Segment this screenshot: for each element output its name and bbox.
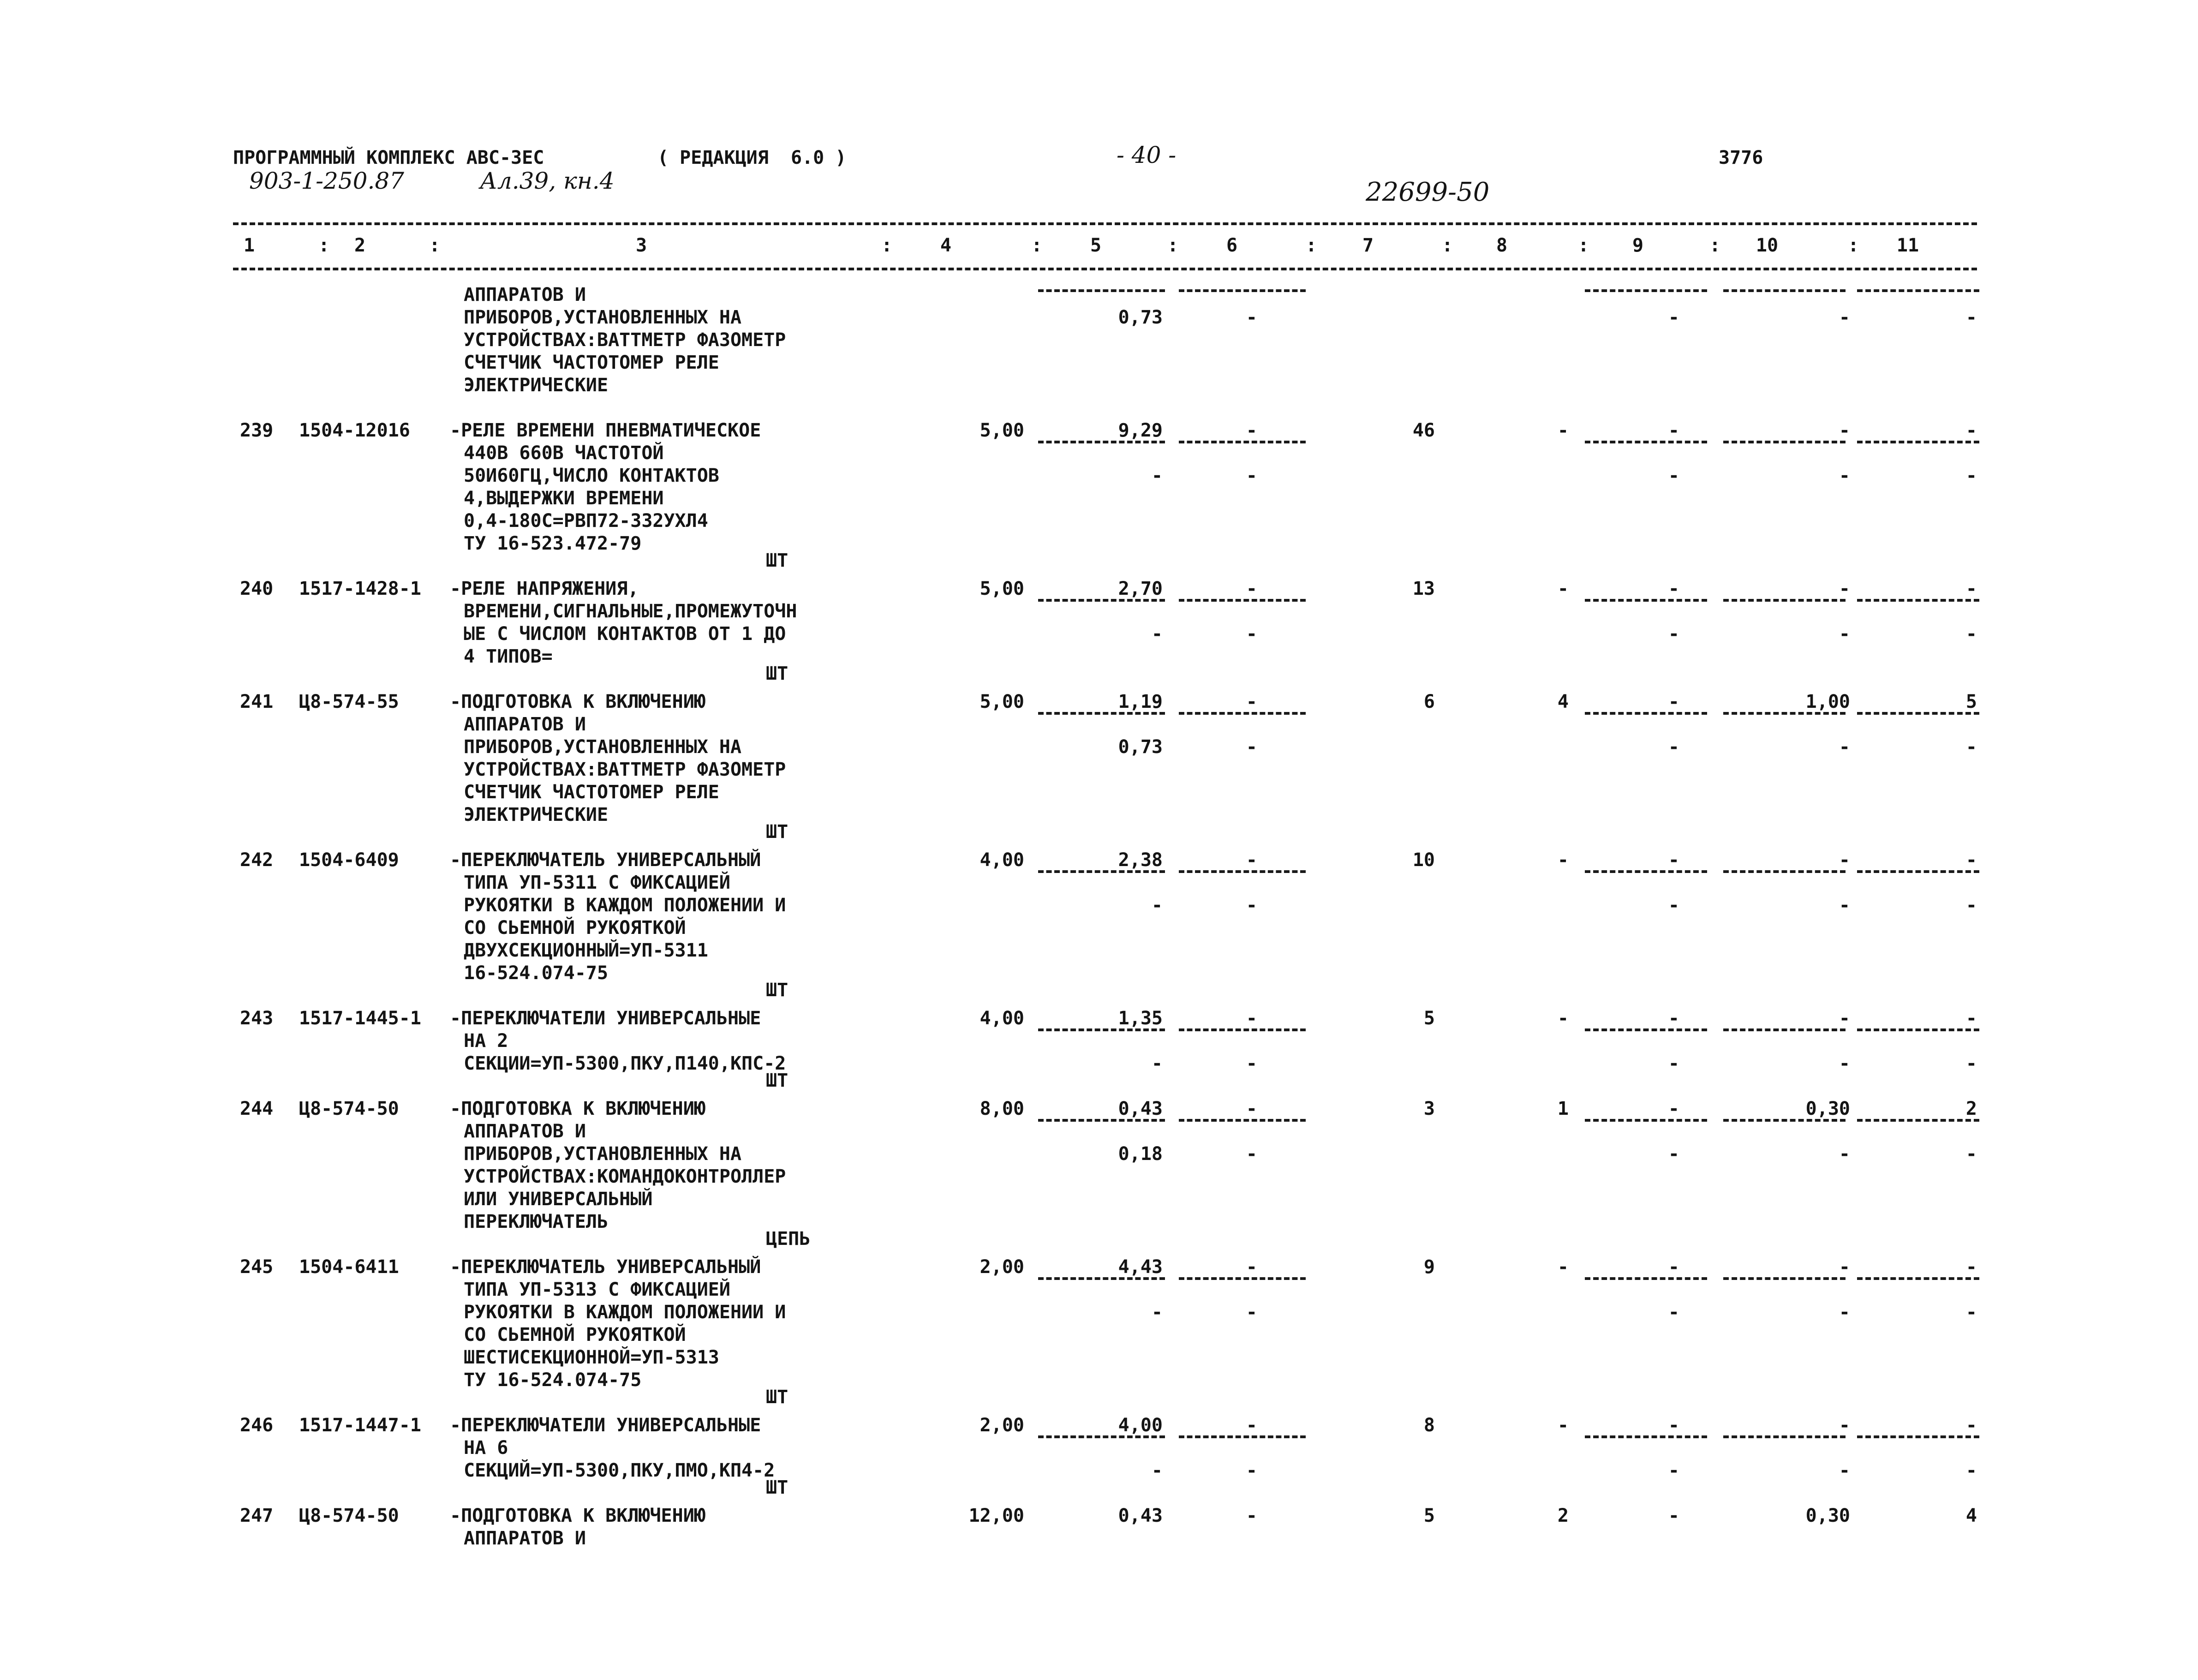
cell-divider <box>1723 441 1846 443</box>
cell-c8: - <box>1557 849 1569 871</box>
cell-c6b: - <box>1246 1143 1257 1165</box>
cell-c11: - <box>1965 1008 1977 1029</box>
description-line: -ПЕРЕКЛЮЧАТЕЛИ УНИВЕРСАЛЬНЫЕ <box>450 1415 761 1436</box>
unit-label: ШТ <box>766 1477 788 1498</box>
document-number: 22699-50 <box>1366 177 1490 207</box>
cell-c10: - <box>1839 849 1850 871</box>
cell-divider <box>1585 289 1707 292</box>
description-line: ЭЛЕКТРИЧЕСКИЕ <box>464 375 609 396</box>
column-header-3: 3 <box>635 235 647 256</box>
item-code: Ц8-574-55 <box>299 691 399 712</box>
cell-c5b: - <box>1151 1053 1163 1074</box>
cell-c9b: - <box>1668 1053 1679 1074</box>
cell-c6b: - <box>1246 307 1257 328</box>
cell-c6: - <box>1246 1415 1257 1436</box>
cell-c11: - <box>1965 420 1977 441</box>
cell-c9b: - <box>1668 895 1679 916</box>
cell-c9: - <box>1668 420 1679 441</box>
cell-c9: - <box>1668 1008 1679 1029</box>
description-line: 4 ТИПОВ= <box>464 646 553 667</box>
description-line: УСТРОЙСТВАХ:ВАТТМЕТР ФАЗОМЕТР <box>464 759 786 780</box>
cell-c6: - <box>1246 849 1257 871</box>
cell-c10b: - <box>1839 1460 1850 1481</box>
description-line: -ПОДГОТОВКА К ВКЛЮЧЕНИЮ <box>450 691 705 712</box>
cell-c6b: - <box>1246 736 1257 758</box>
cell-c11: - <box>1965 578 1977 599</box>
cell-c11: - <box>1965 849 1977 871</box>
cell-c6b: - <box>1246 1460 1257 1481</box>
cell-c6: - <box>1246 1098 1257 1119</box>
cell-c10b: - <box>1839 895 1850 916</box>
description-line: ИЛИ УНИВЕРСАЛЬНЫЙ <box>464 1189 653 1210</box>
item-code: Ц8-574-50 <box>299 1098 399 1119</box>
cell-c11b: - <box>1965 736 1977 758</box>
cell-c9: - <box>1668 1098 1679 1119</box>
column-header-4: 4 <box>940 235 952 256</box>
header-top-rule <box>233 222 1977 225</box>
cell-c10b: - <box>1839 736 1850 758</box>
project-code: 903-1-250.87 <box>249 167 404 194</box>
cell-divider <box>1038 599 1165 602</box>
cell-divider <box>1585 1028 1707 1031</box>
description-line: -ПОДГОТОВКА К ВКЛЮЧЕНИЮ <box>450 1098 705 1119</box>
cell-divider <box>1179 870 1306 873</box>
cell-c10b: - <box>1839 465 1850 486</box>
cell-divider <box>1857 1277 1979 1280</box>
cell-c6b: - <box>1246 465 1257 486</box>
cell-divider <box>1857 870 1979 873</box>
column-separator: : <box>1167 235 1179 256</box>
column-separator: : <box>1306 235 1317 256</box>
cell-divider <box>1179 289 1306 292</box>
cell-c4: 8,00 <box>980 1098 1024 1119</box>
cell-c11b: - <box>1965 1053 1977 1074</box>
description-line: СЕКЦИИ=УП-5300,ПКУ,П140,КПС-2 <box>464 1053 786 1074</box>
cell-divider <box>1585 441 1707 443</box>
row-number: 244 <box>240 1098 274 1119</box>
cell-c8: 1 <box>1557 1098 1569 1119</box>
cell-divider <box>1857 289 1979 292</box>
cell-c11b: - <box>1965 1143 1977 1165</box>
description-line: ТУ 16-524.074-75 <box>464 1369 642 1391</box>
cell-c4: 2,00 <box>980 1256 1024 1278</box>
description-line: АППАРАТОВ И <box>464 1528 586 1549</box>
cell-c8: 4 <box>1557 691 1569 712</box>
cell-c6: - <box>1246 1505 1257 1526</box>
cell-c8: - <box>1557 578 1569 599</box>
description-line: ТИПА УП-5311 С ФИКСАЦИЕЙ <box>464 872 730 893</box>
cell-c9: - <box>1668 578 1679 599</box>
description-line: ПРИБОРОВ,УСТАНОВЛЕННЫХ НА <box>464 307 742 328</box>
cell-c10b: - <box>1839 1302 1850 1323</box>
item-code: Ц8-574-50 <box>299 1505 399 1526</box>
cell-c5: 1,35 <box>1118 1008 1163 1029</box>
cell-c11: 5 <box>1965 691 1977 712</box>
column-separator: : <box>881 235 893 256</box>
description-line: ПЕРЕКЛЮЧАТЕЛЬ <box>464 1211 609 1232</box>
cell-c5b: - <box>1151 623 1163 645</box>
cell-c10: 0,30 <box>1805 1505 1850 1526</box>
cell-c5b: - <box>1151 465 1163 486</box>
column-separator: : <box>1578 235 1589 256</box>
description-line: ЫЕ С ЧИСЛОМ КОНТАКТОВ ОТ 1 ДО <box>464 623 786 645</box>
description-line: НА 6 <box>464 1437 508 1459</box>
description-line: -ПЕРЕКЛЮЧАТЕЛЬ УНИВЕРСАЛЬНЫЙ <box>450 849 761 871</box>
cell-c10: 1,00 <box>1805 691 1850 712</box>
cell-c5: 4,00 <box>1118 1415 1163 1436</box>
description-line: ДВУХСЕКЦИОННЫЙ=УП-5311 <box>464 940 708 961</box>
cell-c5b: - <box>1151 1302 1163 1323</box>
cell-divider <box>1585 712 1707 715</box>
cell-divider <box>1585 1277 1707 1280</box>
column-header-6: 6 <box>1226 235 1238 256</box>
cell-divider <box>1585 1119 1707 1122</box>
cell-c5: 4,43 <box>1118 1256 1163 1278</box>
column-header-2: 2 <box>354 235 366 256</box>
row-number: 243 <box>240 1008 274 1029</box>
cell-c10: - <box>1839 1256 1850 1278</box>
cell-divider <box>1723 712 1846 715</box>
description-line: ПРИБОРОВ,УСТАНОВЛЕННЫХ НА <box>464 1143 742 1165</box>
cell-c7: 13 <box>1412 578 1435 599</box>
cell-c7: 10 <box>1412 849 1435 871</box>
description-line: ШЕСТИСЕКЦИОННОЙ=УП-5313 <box>464 1347 719 1368</box>
description-line: СЧЕТЧИК ЧАСТОТОМЕР РЕЛЕ <box>464 352 719 373</box>
cell-c4: 5,00 <box>980 691 1024 712</box>
cell-c11b: - <box>1965 1302 1977 1323</box>
cell-divider <box>1038 1028 1165 1031</box>
cell-c4: 5,00 <box>980 578 1024 599</box>
description-line: СО СЬЕМНОЙ РУКОЯТКОЙ <box>464 917 686 939</box>
cell-divider <box>1179 599 1306 602</box>
cell-divider <box>1179 1277 1306 1280</box>
cell-c4: 2,00 <box>980 1415 1024 1436</box>
column-separator: : <box>1848 235 1859 256</box>
item-code: 1517-1445-1 <box>299 1008 421 1029</box>
row-number: 239 <box>240 420 274 441</box>
item-code: 1504-6411 <box>299 1256 399 1278</box>
column-separator: : <box>429 235 441 256</box>
cell-c4: 12,00 <box>968 1505 1024 1526</box>
cell-c5: 0,43 <box>1118 1505 1163 1526</box>
description-line: -ПЕРЕКЛЮЧАТЕЛИ УНИВЕРСАЛЬНЫЕ <box>450 1008 761 1029</box>
row-number: 242 <box>240 849 274 871</box>
edition-label: ( РЕДАКЦИЯ 6.0 ) <box>657 147 847 168</box>
description-line: УСТРОЙСТВАХ:КОМАНДОКОНТРОЛЛЕР <box>464 1166 786 1187</box>
description-line: 4,ВЫДЕРЖКИ ВРЕМЕНИ <box>464 488 664 509</box>
cell-divider <box>1038 1119 1165 1122</box>
row-number: 245 <box>240 1256 274 1278</box>
cell-c5: 2,38 <box>1118 849 1163 871</box>
cell-divider <box>1857 1028 1979 1031</box>
cell-divider <box>1038 441 1165 443</box>
cell-c6: - <box>1246 691 1257 712</box>
description-line: СО СЬЕМНОЙ РУКОЯТКОЙ <box>464 1324 686 1345</box>
cell-divider <box>1723 1435 1846 1438</box>
description-line: 440В 660В ЧАСТОТОЙ <box>464 442 664 464</box>
cell-divider <box>1585 599 1707 602</box>
cell-c9b: - <box>1668 623 1679 645</box>
row-number: 241 <box>240 691 274 712</box>
cell-c5b: 0,73 <box>1118 736 1163 758</box>
cell-c11: - <box>1965 1415 1977 1436</box>
page-mark: - 40 - <box>1117 142 1177 168</box>
column-separator: : <box>318 235 330 256</box>
cell-c8: 2 <box>1557 1505 1569 1526</box>
column-header-1: 1 <box>243 235 255 256</box>
description-line: НА 2 <box>464 1030 508 1052</box>
cell-divider <box>1723 1119 1846 1122</box>
column-header-11: 11 <box>1896 235 1919 256</box>
description-line: -РЕЛЕ НАПРЯЖЕНИЯ, <box>450 578 639 599</box>
cell-c9b: - <box>1668 1143 1679 1165</box>
description-line: РУКОЯТКИ В КАЖДОМ ПОЛОЖЕНИИ И <box>464 1302 786 1323</box>
cell-c11b: - <box>1965 465 1977 486</box>
cell-c11b: - <box>1965 623 1977 645</box>
description-line: 16-524.074-75 <box>464 963 609 984</box>
cell-c8: - <box>1557 1415 1569 1436</box>
cell-c9b: - <box>1668 1302 1679 1323</box>
description-line: -РЕЛЕ ВРЕМЕНИ ПНЕВМАТИЧЕСКОЕ <box>450 420 761 441</box>
cell-divider <box>1585 1435 1707 1438</box>
description-line: ВРЕМЕНИ,СИГНАЛЬНЫЕ,ПРОМЕЖУТОЧН <box>464 601 797 622</box>
item-code: 1504-12016 <box>299 420 410 441</box>
cell-c9: - <box>1668 1256 1679 1278</box>
column-header-10: 10 <box>1756 235 1779 256</box>
cell-c7: 6 <box>1423 691 1435 712</box>
cell-c8: - <box>1557 1256 1569 1278</box>
cell-divider <box>1038 289 1165 292</box>
cell-divider <box>1857 1119 1979 1122</box>
column-separator: : <box>1709 235 1721 256</box>
cell-divider <box>1038 1277 1165 1280</box>
cell-c10: - <box>1839 420 1850 441</box>
cell-divider <box>1723 599 1846 602</box>
cell-divider <box>1038 870 1165 873</box>
cell-c5b: 0,73 <box>1118 307 1163 328</box>
description-line: ТИПА УП-5313 С ФИКСАЦИЕЙ <box>464 1279 730 1300</box>
description-line: ТУ 16-523.472-79 <box>464 533 642 554</box>
cell-divider <box>1038 712 1165 715</box>
description-line: СЧЕТЧИК ЧАСТОТОМЕР РЕЛЕ <box>464 782 719 803</box>
cell-divider <box>1179 1028 1306 1031</box>
cell-c9b: - <box>1668 1460 1679 1481</box>
cell-c9b: - <box>1668 307 1679 328</box>
cell-divider <box>1179 1435 1306 1438</box>
item-code: 1517-1428-1 <box>299 578 421 599</box>
description-line: 0,4-180С=РВП72-332УХЛ4 <box>464 510 708 532</box>
cell-divider <box>1179 441 1306 443</box>
cell-divider <box>1857 441 1979 443</box>
column-header-9: 9 <box>1632 235 1644 256</box>
cell-c11b: - <box>1965 1460 1977 1481</box>
cell-c11: 4 <box>1965 1505 1977 1526</box>
cell-c6: - <box>1246 1256 1257 1278</box>
description-line: СЕКЦИЙ=УП-5300,ПКУ,ПМО,КП4-2 <box>464 1460 775 1481</box>
cell-c5: 9,29 <box>1118 420 1163 441</box>
cell-c10b: - <box>1839 307 1850 328</box>
cell-divider <box>1857 1435 1979 1438</box>
cell-c11b: - <box>1965 895 1977 916</box>
cell-c9b: - <box>1668 736 1679 758</box>
cell-c5: 2,70 <box>1118 578 1163 599</box>
cell-c7: 3 <box>1423 1098 1435 1119</box>
cell-c7: 5 <box>1423 1505 1435 1526</box>
cell-c5b: - <box>1151 1460 1163 1481</box>
cell-divider <box>1723 289 1846 292</box>
cell-c7: 5 <box>1423 1008 1435 1029</box>
description-line: АППАРАТОВ И <box>464 284 586 305</box>
cell-c6: - <box>1246 1008 1257 1029</box>
unit-label: ЦЕПЬ <box>766 1228 811 1250</box>
cell-divider <box>1723 1028 1846 1031</box>
cell-c10: - <box>1839 578 1850 599</box>
unit-label: ШТ <box>766 550 788 571</box>
column-separator: : <box>1031 235 1043 256</box>
cell-c10b: - <box>1839 623 1850 645</box>
header-bottom-rule <box>233 268 1977 270</box>
cell-divider <box>1179 1119 1306 1122</box>
cell-c6b: - <box>1246 1053 1257 1074</box>
cell-c6: - <box>1246 578 1257 599</box>
column-header-8: 8 <box>1496 235 1508 256</box>
unit-label: ШТ <box>766 821 788 843</box>
column-header-5: 5 <box>1090 235 1102 256</box>
unit-label: ШТ <box>766 980 788 1001</box>
description-line: АППАРАТОВ И <box>464 714 586 735</box>
cell-c5: 1,19 <box>1118 691 1163 712</box>
cell-c5: 0,43 <box>1118 1098 1163 1119</box>
cell-divider <box>1723 1277 1846 1280</box>
cell-c5b: - <box>1151 895 1163 916</box>
description-line: АППАРАТОВ И <box>464 1121 586 1142</box>
row-number: 246 <box>240 1415 274 1436</box>
cell-c9: - <box>1668 1415 1679 1436</box>
cell-c9: - <box>1668 1505 1679 1526</box>
unit-label: ШТ <box>766 1070 788 1091</box>
description-line: РУКОЯТКИ В КАЖДОМ ПОЛОЖЕНИИ И <box>464 895 786 916</box>
cell-c5b: 0,18 <box>1118 1143 1163 1165</box>
cell-c9b: - <box>1668 465 1679 486</box>
cell-c7: 9 <box>1423 1256 1435 1278</box>
column-header-7: 7 <box>1362 235 1374 256</box>
cell-c6: - <box>1246 420 1257 441</box>
cell-c8: - <box>1557 1008 1569 1029</box>
cell-c11b: - <box>1965 307 1977 328</box>
row-number: 240 <box>240 578 274 599</box>
cell-c10: 0,30 <box>1805 1098 1850 1119</box>
cell-c11: - <box>1965 1256 1977 1278</box>
cell-c7: 46 <box>1412 420 1435 441</box>
program-name: ПРОГРАММНЫЙ КОМПЛЕКС АВС-3ЕС <box>233 147 544 168</box>
cell-c9: - <box>1668 691 1679 712</box>
cell-divider <box>1857 712 1979 715</box>
description-line: -ПЕРЕКЛЮЧАТЕЛЬ УНИВЕРСАЛЬНЫЙ <box>450 1256 761 1278</box>
cell-c10b: - <box>1839 1143 1850 1165</box>
row-number: 247 <box>240 1505 274 1526</box>
cell-c9: - <box>1668 849 1679 871</box>
cell-c8: - <box>1557 420 1569 441</box>
item-code: 1517-1447-1 <box>299 1415 421 1436</box>
cell-c4: 4,00 <box>980 849 1024 871</box>
item-code: 1504-6409 <box>299 849 399 871</box>
cell-divider <box>1585 870 1707 873</box>
cell-c4: 4,00 <box>980 1008 1024 1029</box>
cell-c11: 2 <box>1965 1098 1977 1119</box>
description-line: -ПОДГОТОВКА К ВКЛЮЧЕНИЮ <box>450 1505 705 1526</box>
cell-c10b: - <box>1839 1053 1850 1074</box>
cell-divider <box>1723 870 1846 873</box>
cell-c4: 5,00 <box>980 420 1024 441</box>
album-ref: Ал.39, кн.4 <box>480 167 615 194</box>
cell-c10: - <box>1839 1415 1850 1436</box>
cell-c6b: - <box>1246 1302 1257 1323</box>
column-separator: : <box>1442 235 1453 256</box>
cell-divider <box>1179 712 1306 715</box>
cell-divider <box>1038 1435 1165 1438</box>
description-line: УСТРОЙСТВАХ:ВАТТМЕТР ФАЗОМЕТР <box>464 329 786 351</box>
cell-c10: - <box>1839 1008 1850 1029</box>
unit-label: ШТ <box>766 663 788 684</box>
cell-c7: 8 <box>1423 1415 1435 1436</box>
cell-c6b: - <box>1246 895 1257 916</box>
sheet-number: 3776 <box>1719 147 1763 168</box>
cell-c6b: - <box>1246 623 1257 645</box>
description-line: 50И60ГЦ,ЧИСЛО КОНТАКТОВ <box>464 465 719 486</box>
cell-divider <box>1857 599 1979 602</box>
unit-label: ШТ <box>766 1387 788 1408</box>
description-line: ЭЛЕКТРИЧЕСКИЕ <box>464 804 609 825</box>
description-line: ПРИБОРОВ,УСТАНОВЛЕННЫХ НА <box>464 736 742 758</box>
